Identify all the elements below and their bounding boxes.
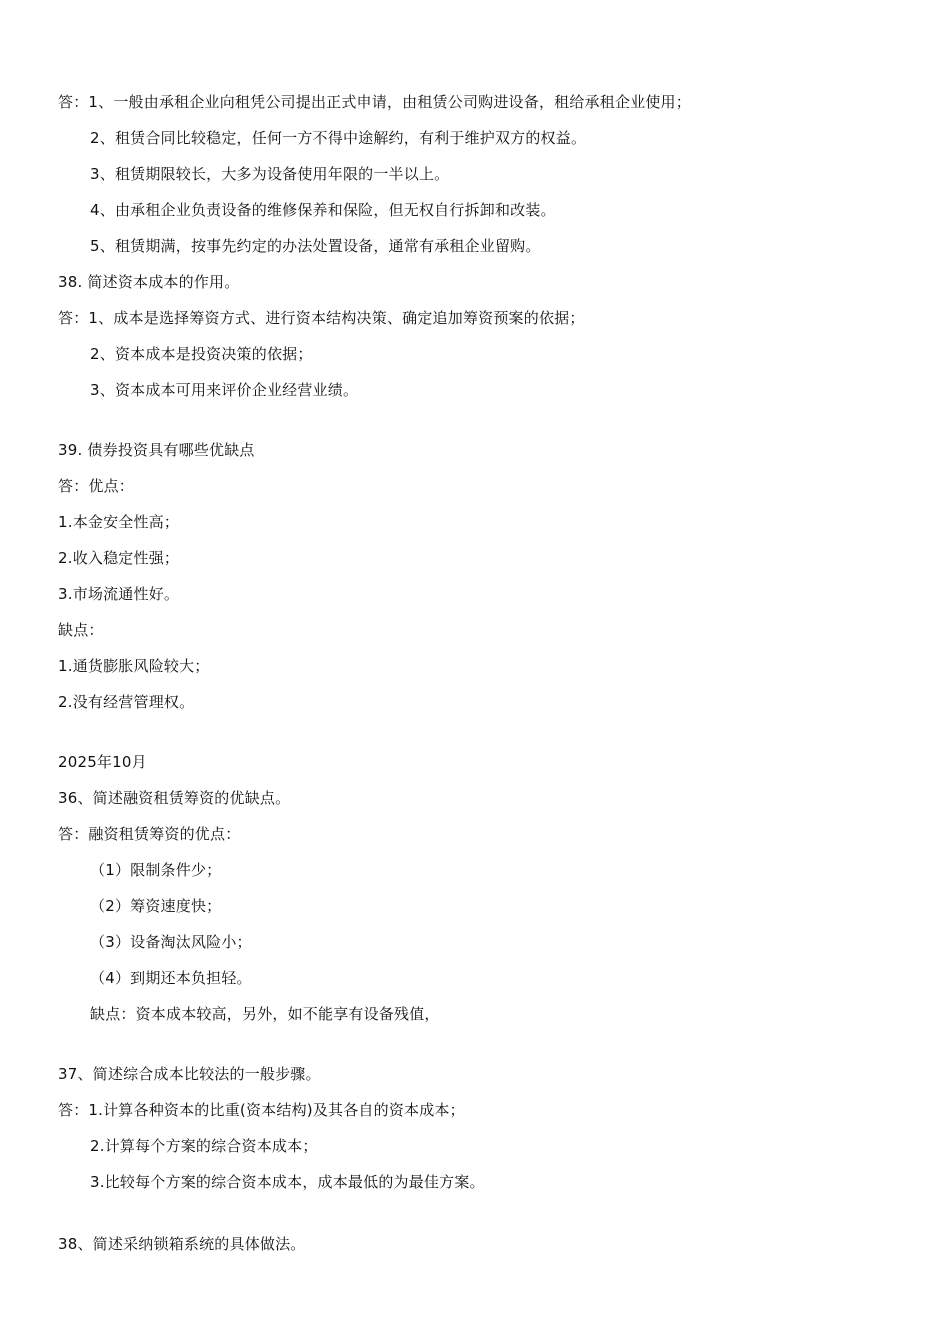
answer-line: 答：1、一般由承租企业向租凭公司提出正式申请，由租赁公司购进设备，租给承租企业使用； xyxy=(58,93,691,111)
answer-line: 答：优点： xyxy=(58,477,135,495)
answer-line: 3、租赁期限较长，大多为设备使用年限的一半以上。 xyxy=(90,165,450,183)
answer-line: 2.没有经营管理权。 xyxy=(58,693,195,711)
answer-line: （2）筹资速度快； xyxy=(90,897,222,915)
answer-line: 1.本金安全性高； xyxy=(58,513,180,531)
answer-line: 4、由承租企业负责设备的维修保养和保险，但无权自行拆卸和改装。 xyxy=(90,201,556,219)
answer-line: 答：融资租赁筹资的优点： xyxy=(58,825,241,843)
section-date: 2025年10月 xyxy=(58,753,147,771)
question-heading: 39. 债券投资具有哪些优缺点 xyxy=(58,441,255,459)
question-heading: 37、简述综合成本比较法的一般步骤。 xyxy=(58,1065,321,1083)
answer-line: 2.收入稳定性强； xyxy=(58,549,180,567)
answer-line: 3、资本成本可用来评价企业经营业绩。 xyxy=(90,381,359,399)
answer-line: 2、租赁合同比较稳定，任何一方不得中途解约，有利于维护双方的权益。 xyxy=(90,129,587,147)
question-heading: 38、简述采纳锁箱系统的具体做法。 xyxy=(58,1235,306,1253)
answer-line: 1.通货膨胀风险较大； xyxy=(58,657,210,675)
question-heading: 38. 简述资本成本的作用。 xyxy=(58,273,240,291)
answer-line: （3）设备淘汰风险小； xyxy=(90,933,252,951)
answer-line: 答：1、成本是选择筹资方式、进行资本结构决策、确定追加筹资预案的依据； xyxy=(58,309,585,327)
question-heading: 36、简述融资租赁筹资的优缺点。 xyxy=(58,789,291,807)
answer-line: （1）限制条件少； xyxy=(90,861,222,879)
answer-line: 5、租赁期满，按事先约定的办法处置设备，通常有承租企业留购。 xyxy=(90,237,541,255)
answer-line: 3.市场流通性好。 xyxy=(58,585,180,603)
answer-line: 2、资本成本是投资决策的依据； xyxy=(90,345,313,363)
answer-line: 2.计算每个方案的综合资本成本； xyxy=(90,1137,318,1155)
answer-line: （4）到期还本负担轻。 xyxy=(90,969,252,987)
answer-line: 缺点： xyxy=(58,621,104,639)
answer-line: 答：1.计算各种资本的比重(资本结构)及其各自的资本成本； xyxy=(58,1101,465,1119)
answer-line: 缺点：资本成本较高，另外，如不能享有设备残值， xyxy=(90,1005,440,1023)
answer-line: 3.比较每个方案的综合资本成本，成本最低的为最佳方案。 xyxy=(90,1173,485,1191)
